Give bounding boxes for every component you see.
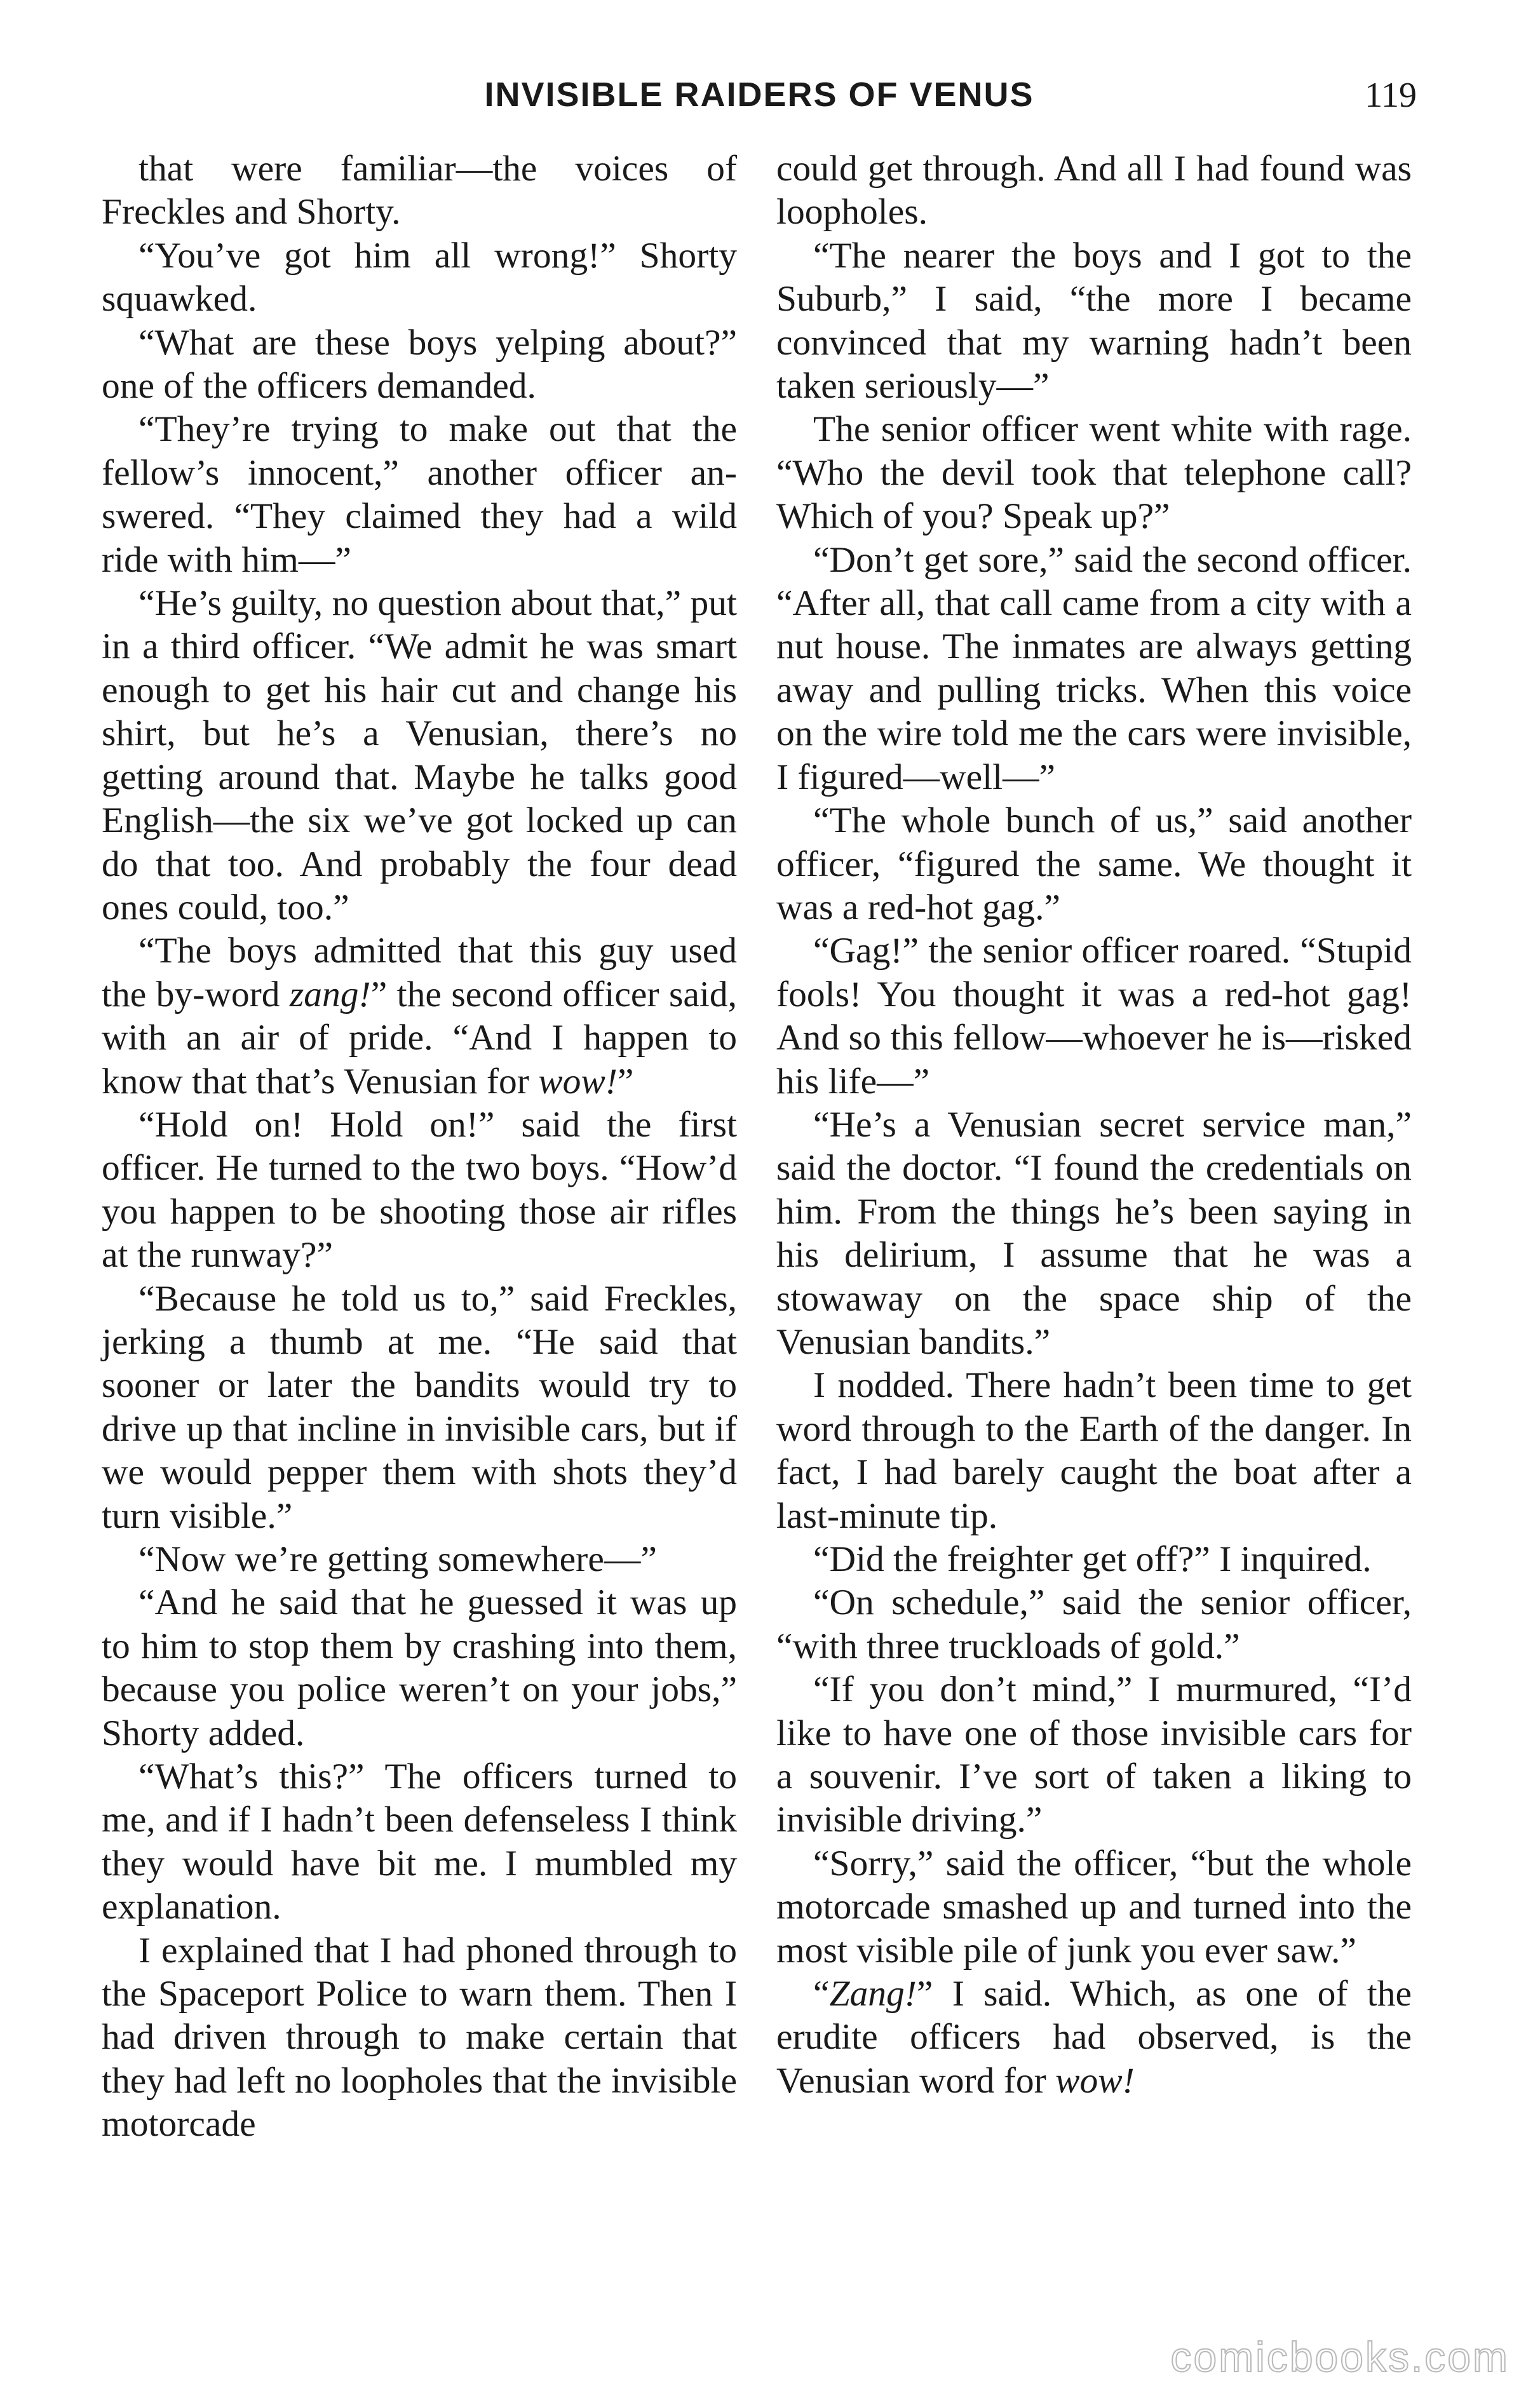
paragraph <box>776 1842 1412 1972</box>
text-run: “The nearer the boys and I got to the Suburb,” I said, “the more I became convinced that my warning hadn’t been taken seriously—” <box>776 235 1412 407</box>
text-run: that were familiar—the voices of Freckles and Shorty. <box>102 149 737 233</box>
paragraph <box>102 582 737 929</box>
text-run: “You’ve got him all wrong!” Shorty squawked. <box>102 235 737 320</box>
text-run: “Because he told us to,” said Freckles, jerking a thumb at me. “He said that sooner or later the bandits would try to drive up that incline in invisible cars, but if we would pepper them with shots they’d turn visible.” <box>102 1278 737 1536</box>
running-title: INVISIBLE RAIDERS OF VENUS <box>484 76 1034 114</box>
paragraph <box>776 929 1412 1103</box>
text-run: “Don’t get sore,” said the second officer. “After all, that call came from a city with a nut house. The inmates are always getting away and pulling tricks. When this voice on the wire told me the cars were invisible, I figured—well—” <box>776 539 1412 797</box>
paragraph <box>102 1929 737 2147</box>
text-run: “ <box>813 1974 830 2014</box>
text-run: “Now we’re getting somewhere—” <box>138 1539 657 1579</box>
paragraph <box>102 321 737 408</box>
text-run: “The whole bunch of us,” said another officer, “figured the same. We thought it was a red-hot gag.” <box>776 800 1412 927</box>
text-run: “He’s a Venusian secret service man,” said the doctor. “I found the credentials on him. From the things he’s been saying in his delirium, I assume that he was a stowaway on the space ship of the Venusian bandits.” <box>776 1104 1412 1362</box>
text-run: “Hold on! Hold on!” said the first officer. He turned to the two boys. “How’d you happen to be shooting those air rifles at the runway?” <box>102 1104 737 1276</box>
italic-text: wow! <box>538 1061 618 1102</box>
text-run: I nodded. There hadn’t been time to get word through to the Earth of the danger. In fact, I had barely caught the boat after a last-minute tip. <box>776 1365 1412 1536</box>
paragraph <box>102 1581 737 1755</box>
paragraph <box>102 147 737 234</box>
text-column-left <box>102 147 737 2147</box>
paragraph <box>776 539 1412 799</box>
text-run: “Gag!” the senior officer roared. “Stupid fools! You thought it was a red-hot gag! And so this fellow—whoever he is—risked his life—” <box>776 931 1412 1102</box>
text-run: “If you don’t mind,” I murmured, “I’d like to have one of those invisible cars for a souvenir. I’ve sort of taken a liking to invisible driving.” <box>776 1669 1412 1840</box>
text-run: “What are these boys yelping about?” one of the officers demanded. <box>102 322 737 407</box>
paragraph <box>776 1972 1412 2103</box>
paragraph <box>776 1364 1412 1538</box>
paragraph <box>776 1668 1412 1842</box>
text-run: “On schedule,” said the senior officer, “with three truckloads of gold.” <box>776 1582 1412 1666</box>
text-run: “The boys admitted that this guy used the by-word <box>102 931 737 1015</box>
paragraph <box>776 1538 1412 1581</box>
paragraph <box>776 799 1412 929</box>
text-run: ” I said. Which, as one of the erudite officers had observed, is the Venusian word for <box>776 1974 1412 2101</box>
paragraph <box>102 1538 737 1581</box>
text-run: “They’re trying to make out that the fellow’s innocent,” another officer answered. “They claimed they had a wild ride with him—” <box>102 409 737 580</box>
text-run: “And he said that he guessed it was up to him to stop them by crashing into them, because you police weren’t on your jobs,” Shorty added. <box>102 1582 737 1753</box>
page-number: 119 <box>1365 76 1417 115</box>
paragraph <box>102 1755 737 1929</box>
watermark: comicbooks.com <box>1170 2333 1510 2380</box>
text-run: The senior officer went white with rage. “Who the devil took that telephone call? Which of you? Speak up?” <box>776 409 1412 537</box>
paragraph <box>776 408 1412 538</box>
paragraph <box>776 1581 1412 1668</box>
text-run: ” <box>617 1061 634 1102</box>
page-header <box>102 75 1417 126</box>
text-run: “Sorry,” said the officer, “but the whole motorcade smashed up and turned into the most visible pile of junk you ever saw.” <box>776 1843 1412 1971</box>
text-run: “He’s guilty, no question about that,” put in a third officer. “We admit he was smart enough to get his hair cut and change his shirt, but he’s a Venusian, there’s no getting around that. Maybe he talks good English—the six we’ve got locked up can do that too. And probably the four dead ones could, too.” <box>102 583 737 927</box>
text-run: I explained that I had phoned through to the Spaceport Police to warn them. Then I had driven through to make certain that they had left no loopholes that the invisible motorcade <box>102 1930 737 2145</box>
text-column-right <box>776 147 1412 2103</box>
paragraph <box>776 234 1412 408</box>
text-run: “Did the freighter get off?” I inquired. <box>813 1539 1372 1579</box>
text-run: could get through. And all I had found was loopholes. <box>776 149 1412 233</box>
italic-text: wow! <box>1055 2060 1135 2101</box>
text-run: ” the second officer said, with an air of pride. “And I happen to know that that’s Venusian for <box>102 974 737 1102</box>
paragraph <box>102 1103 737 1278</box>
paragraph <box>102 234 737 321</box>
paragraph <box>776 147 1412 234</box>
italic-text: zang! <box>289 974 371 1015</box>
text-run: “What’s this?” The officers turned to me, and if I hadn’t been defenseless I think they would have bit me. I mumbled my explanation. <box>102 1756 737 1927</box>
paragraph <box>102 408 737 582</box>
paragraph <box>102 929 737 1103</box>
paragraph <box>102 1278 737 1538</box>
italic-text: Zang! <box>829 1974 917 2014</box>
paragraph <box>776 1103 1412 1364</box>
